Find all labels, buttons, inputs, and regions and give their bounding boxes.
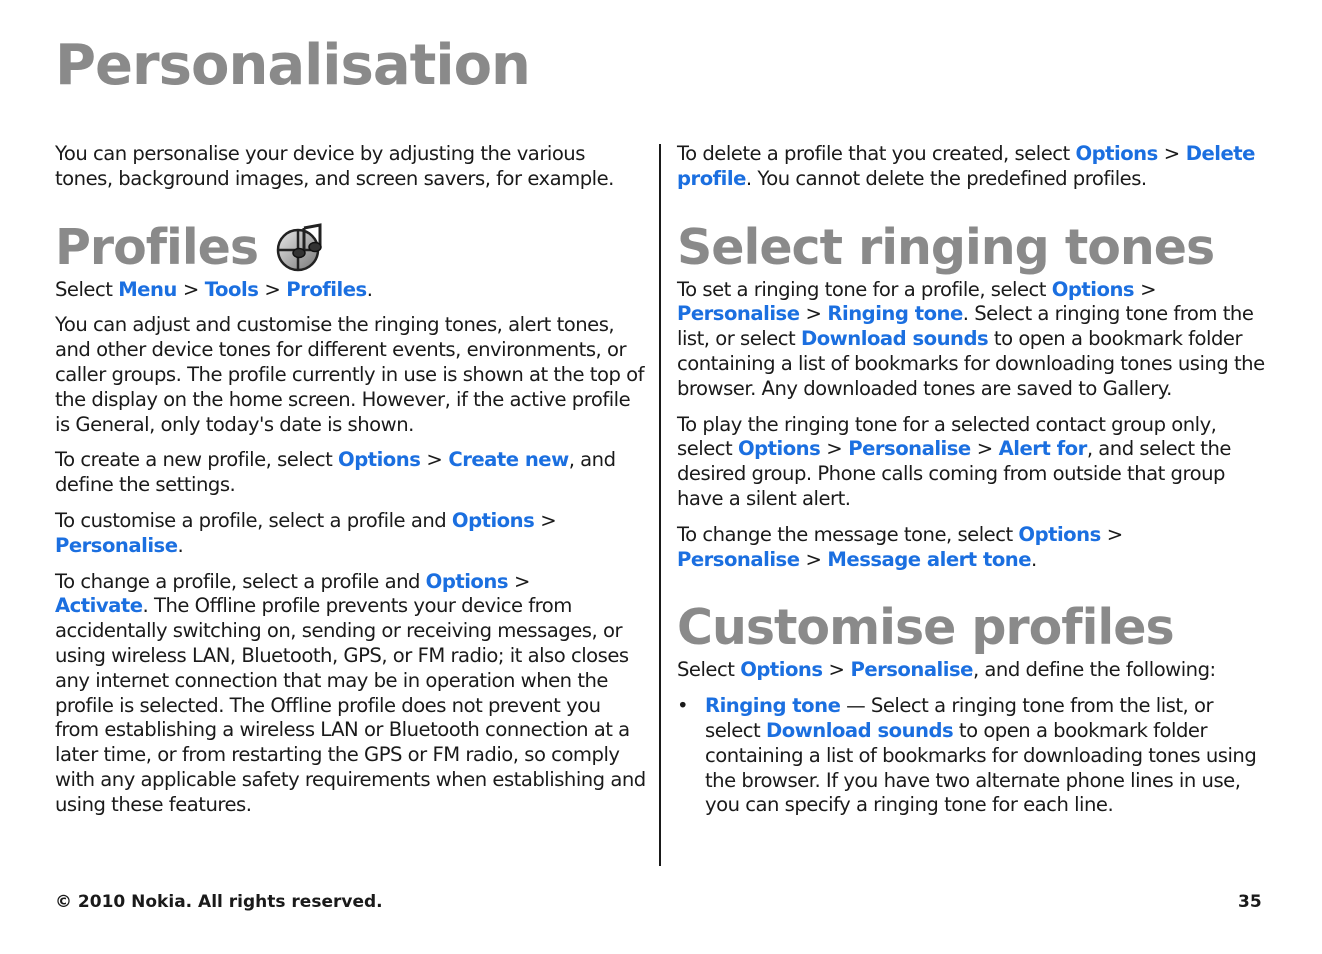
options-link[interactable]: Options — [1018, 522, 1101, 546]
adjust-paragraph: You can adjust and customise the ringing tones, alert tones, and other device tones for different events, environments, or caller groups. The profile currently in use is shown at the top of the display on the home screen. However, if the active profile is General, only today's date is shown. — [55, 313, 645, 436]
copyright: © 2010 Nokia. All rights reserved. — [55, 892, 383, 912]
customise-select-paragraph: Select Options > Personalise, and define the following: — [677, 658, 1216, 682]
personalise-link[interactable]: Personalise — [677, 302, 800, 326]
change-paragraph: To change a profile, select a profile and Options > Activate. The Offline profile prevents your device from accidentally switching on, sending or receiving messages, or using wireless LAN, Bluetooth, GPS, or FM radio; it also closes any internet connection that may be in operation when the profile is selected. The Offline profile does not prevent you from establishing a wireless LAN or Bluetooth connection at a later time, or from restarting the GPS or FM radio, so comply with any applicable safety requirements when establishing and using these features. — [55, 569, 646, 816]
message-alert-tone-link[interactable]: Message alert tone — [827, 547, 1032, 571]
activate-link[interactable]: Activate — [55, 594, 143, 618]
page-number: 35 — [1238, 892, 1262, 912]
ringing-tones-heading: Select ringing tones — [677, 218, 1215, 276]
profiles-link[interactable]: Profiles — [286, 277, 367, 301]
right-column — [677, 142, 1269, 818]
alert-for-link[interactable]: Alert for — [998, 437, 1087, 461]
left-column — [55, 142, 647, 829]
page-title: Personalisation — [55, 33, 530, 98]
message-tone-paragraph: To change the message tone, select Options > Personalise > Message alert tone. — [677, 522, 1123, 571]
column-divider — [659, 144, 661, 866]
delete-paragraph: To delete a profile that you created, select Options > Delete profile. You cannot delete the predefined profiles. — [677, 142, 1255, 190]
options-link[interactable]: Options — [1075, 142, 1158, 165]
tools-link[interactable]: Tools — [204, 277, 259, 301]
profiles-select-path: Select Menu > Tools > Profiles. — [55, 277, 373, 301]
options-link[interactable]: Options — [737, 437, 821, 461]
profiles-icon — [274, 222, 326, 274]
download-sounds-link[interactable]: Download sounds — [800, 327, 989, 351]
personalise-link[interactable]: Personalise — [848, 437, 971, 461]
set-tone-paragraph: To set a ringing tone for a profile, select Options > Personalise > Ringing tone. Select a ringing tone from the list, or select Download sounds to open a bookmark folder containing a list of bookmarks for downloading tones using the browser. Any downloaded tones are saved to Gallery. — [677, 277, 1265, 400]
options-link[interactable]: Options — [451, 508, 535, 532]
profiles-heading-text: Profiles — [55, 218, 259, 276]
customise-options-list — [677, 694, 1269, 818]
customise-paragraph: To customise a profile, select a profile and Options > Personalise. — [55, 508, 557, 557]
ringing-tone-link[interactable]: Ringing tone — [705, 694, 841, 718]
delete-profile-link[interactable]: Delete profile — [677, 142, 1255, 190]
play-tone-paragraph: To play the ringing tone for a selected contact group only, select Options > Personalise > Alert for, and select the desired group. Phone calls coming from outside that group have a silent alert. — [677, 412, 1231, 510]
profiles-heading — [55, 218, 647, 278]
create-paragraph: To create a new profile, select Options > Create new, and define the settings. — [55, 448, 616, 497]
download-sounds-link[interactable]: Download sounds — [765, 718, 954, 742]
personalise-link[interactable]: Personalise — [850, 658, 973, 682]
bullet: • — [677, 694, 689, 718]
intro-paragraph: You can personalise your device by adjusting the various tones, background images, and screen savers, for example. — [55, 142, 614, 190]
options-link[interactable]: Options — [1051, 277, 1135, 301]
list-item: • Ringing tone — Select a ringing tone from the list, or select Download sounds to open a bookmark folder containing a list of bookmarks for downloading tones using the browser. If you have two alternate phone lines in use, you can specify a ringing tone for each line. — [677, 694, 1257, 817]
options-link[interactable]: Options — [338, 448, 421, 472]
options-link[interactable]: Options — [425, 569, 509, 593]
menu-link[interactable]: Menu — [118, 277, 177, 301]
options-link[interactable]: Options — [740, 658, 823, 682]
ringing-tone-link[interactable]: Ringing tone — [827, 302, 963, 326]
customise-profiles-heading: Customise profiles — [677, 599, 1174, 657]
personalise-link[interactable]: Personalise — [55, 533, 178, 557]
create-new-link[interactable]: Create new — [448, 448, 569, 472]
personalise-link[interactable]: Personalise — [677, 547, 800, 571]
